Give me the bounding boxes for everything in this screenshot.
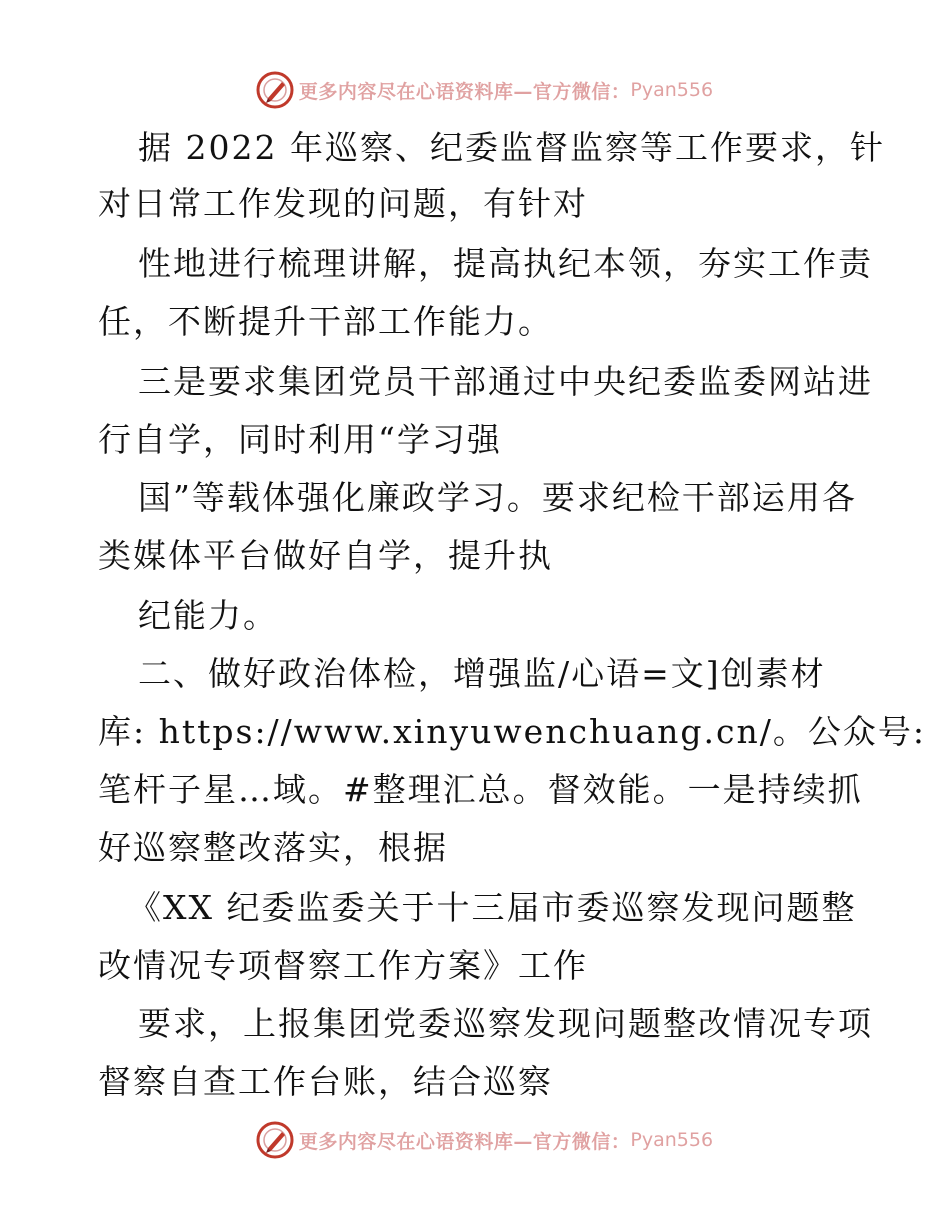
footer-wechat-id: Pyan556 [630, 1129, 714, 1151]
header-banner-text: 更多内容尽在心语资料库—官方微信： [298, 80, 631, 103]
body-line: 《XX 纪委监委关于十三届市委巡察发现问题整 [128, 888, 857, 927]
body-line: 改情况专项督察工作方案》工作 [98, 946, 588, 985]
body-line: 三是要求集团党员干部通过中央纪委监委网站进 [138, 362, 873, 401]
pen-nib-logo-icon [255, 70, 295, 110]
body-line: 据 2022 年巡察、纪委监督监察等工作要求，针 [138, 128, 885, 167]
body-line: 督察自查工作台账，结合巡察 [98, 1062, 553, 1101]
body-line: 笔杆子星…域。#整理汇总。督效能。一是持续抓 [98, 770, 863, 809]
body-line: 好巡察整改落实，根据 [98, 828, 448, 867]
footer-banner-inner [255, 1120, 713, 1160]
body-line: 国”等载体强化廉政学习。要求纪检干部运用各 [138, 478, 857, 517]
body-line: 行自学，同时利用“学习强 [98, 420, 502, 459]
header-banner [0, 68, 950, 112]
body-line: 纪能力。 [138, 596, 278, 635]
footer-banner [0, 1118, 950, 1162]
header-wechat-id: Pyan556 [630, 79, 714, 101]
body-line: 对日常工作发现的问题，有针对 [98, 184, 588, 223]
body-line: 二、做好政治体检，增强监/心语=文]创素材 [138, 654, 826, 693]
body-line: 库: https://www.xinyuwenchuang.cn/。公众号: [98, 712, 926, 751]
body-line: 类媒体平台做好自学，提升执 [98, 536, 553, 575]
body-line: 要求，上报集团党委巡察发现问题整改情况专项 [138, 1004, 873, 1043]
footer-banner-text: 更多内容尽在心语资料库—官方微信： [298, 1130, 631, 1153]
body-line: 性地进行梳理讲解，提高执纪本领，夯实工作责 [138, 244, 873, 283]
body-line: 任，不断提升干部工作能力。 [98, 302, 553, 341]
header-banner-inner [255, 70, 713, 110]
pen-nib-logo-icon [255, 1120, 295, 1160]
